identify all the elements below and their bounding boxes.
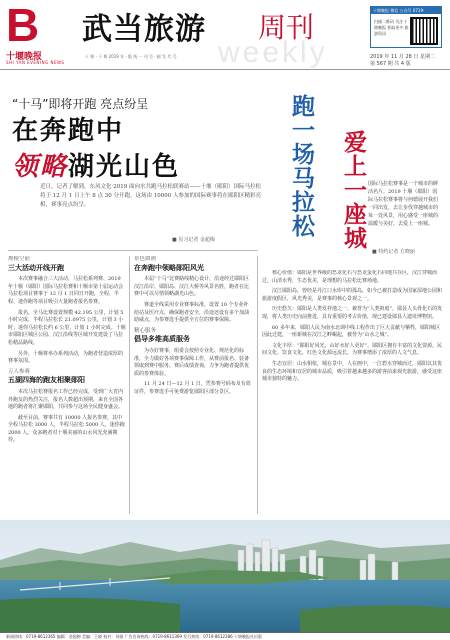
issue-date: 2019 年 11 月 28 日 星期二 (370, 54, 435, 60)
paragraph: 汉江郧阳岛，曾经是丹江口水库中的孤岛，如今已被打造成为国家湿地公园和旅游度假区，风光秀美，是赛事的核心景观之一。 (262, 288, 443, 302)
paper-name: 十堰晚报 (6, 52, 43, 62)
section-label: 规模空前 (8, 256, 31, 262)
column-divider (129, 256, 130, 514)
issue-strip: 十 堰 · 十 堰 2019 年 · 版 统 一 刊 号 · 邮 发 代 号 (85, 54, 177, 59)
section-letter: B (6, 0, 40, 51)
section-title[interactable]: 在奔跑中领略郧阳风光 (134, 263, 204, 272)
paragraph: 为办好赛事，组委会按照专业化、规范化的标准，全力做好各项赛事保障工作，从赛前报名、装备领取到赛中服务、赛后成绩查询，力争为跑者提供优质的参赛体验。 (134, 347, 250, 377)
section-title[interactable]: 三大活动开线开跑 (8, 263, 64, 272)
masthead (0, 0, 450, 70)
section-title[interactable]: 五湖四海的跑友相聚郧阳 (8, 376, 85, 385)
paragraph: 生态宜居：山水相依，城在景中，人在画中，一江碧水穿城而过，郧阳以其优良的生态环境和宜居的城市品质，吸引着越来越多的游客前来观光旅游，感受这座城市独特的魅力。 (262, 360, 443, 383)
feature-side-note: 国际马拉松赛事是一个城市的鲜活名片。2019 十堰（郧阳）国际马拉松赛事将与何德展开我们一同出发，去让步伐穿越城市的每一处风景，用心感受一座城的温暖与美好，去爱上一座城。 (368, 181, 439, 227)
lead-kicker: “十马”即将开跑 亮点纷呈 (12, 97, 149, 111)
section-label: 景色如画 (134, 256, 157, 262)
column-3 (262, 270, 444, 520)
qr-text: 扫描二维码 关注十堰晚报 获取更多 旅游资讯 (374, 19, 409, 36)
river-city-photo[interactable] (0, 520, 450, 632)
issue-number: 第 567 期 共 4 版 (370, 61, 411, 67)
page-footer: 新闻热线：0719-8612365 编辑：金超梅 美编：王晓 校对：刘娟 广告咨询热线：0719-8611369 发行热线：0719-8612386 十堰晚报社出版 (0, 632, 450, 640)
column-divider (257, 256, 258, 514)
lead-lede: 近日，记者了解到，东风文化·2019 面向水共跑马拉松联赛站——十堰（郧阳）国际马拉松将于 12 月 1 日上午 8 点 30 分开跑。这场由 10000 人参加的国际赛事将在郧阳区精彩亮相，赛事亮点纷呈。 (40, 184, 261, 208)
paragraph: 60 多年来，郧阳人民为南水北调中线工程作出了巨大贡献与牺牲，郧阳城区因此迁建，一座新城在汉江之畔崛起，被誉为“山水之城”。 (262, 324, 440, 339)
column-2 (134, 256, 252, 514)
paragraph: 报名，全马比赛设置规模 42.195 公里，计划 5 小时完成，半程马拉松长 21.0975 公里，计划 3 小时；迷你马拉松长约 6 公里，计划 1 小时完成。十堰市郧阳区城区公园、汉江沿线等区域开发建设了马拉松精品路线。 (8, 309, 126, 346)
feature-vertical-title-1[interactable]: 跑一场马拉松 (288, 94, 314, 238)
paper-name-en: SHI YAN EVENING NEWS (6, 60, 65, 65)
paragraph: 截至目前，赛事共有 10000 人报名参赛，其中全程马拉松 3000 人，半程马拉松 5000 人，迷你跑 2000 人。众多跑者对十堰美丽的山水风光充满期待。 (8, 414, 125, 444)
section-label: 精心服务 (134, 327, 157, 334)
page-title-suffix: 周刊 (258, 11, 315, 44)
paragraph: 本次马拉松赛报名工作已经完成，受到广大省内外跑友的热烈关注，报名人数超出预期，来自全国各地的跑者将汇聚郧阳，共同参与这场全民健身盛会。 (8, 388, 124, 411)
qr-panel (370, 6, 442, 48)
feature-vertical-title-2[interactable]: 爱上一座城 (340, 130, 366, 250)
column-1 (8, 256, 126, 514)
paragraph: 核心价值：郧阳是世界级的恐龙化石与恐龙蛋化石同地共存区，汉江穿城而过，山清水秀，生态优美，是理想的马拉松比赛场地。 (262, 270, 438, 284)
lead-headline-line2[interactable] (12, 146, 180, 183)
headline-highlight: 领略 (12, 152, 69, 182)
section-title[interactable]: 倡导多维高质服务 (134, 335, 190, 344)
paragraph: 另外，十堰将举办系列活动，为跑者营造浓厚的赛事氛围。 (8, 350, 124, 365)
paragraph: 赛道全线采用专业赛事标准，设置 10 个专业补给站及医疗点，确保跑者安全，沿途还设有多个加油助威点，为参赛选手提供全方位的赛事保障。 (134, 301, 250, 324)
lead-reporter: ■ 见习记者 金超梅 (172, 237, 215, 243)
page-title: 武当旅游 (82, 12, 206, 47)
weekly-watermark: weekly (218, 36, 328, 69)
feature-author: ■ 特约记者 方晓丽 (372, 249, 415, 255)
section-label: 万人参赛 (8, 368, 31, 375)
paragraph: 本次赛事融合三大活动，马拉松系列赛、2019 年十堰（郧阳）国际马拉松赛和十堰市第十届运动会马拉松项目赛事于 12 月 1 日同日开跑，全程、半程、迷你跑等项目吸引大量跑者报名参赛。 (8, 276, 124, 305)
lead-headline-line1[interactable]: 在奔跑中 (12, 116, 125, 146)
paragraph: 11 月 24 日—12 月 1 日，凭参赛号码布及有效证件，参赛选手可免费游览郧阳区部分景区。 (134, 381, 251, 395)
paragraph: 本届“十马”比赛路线精心设计，沿途经过郧阳区汉江沿岸、郧阳岛、汉江大桥等风景名胜，跑者在比赛中可以尽情领略湖光山色。 (134, 276, 250, 298)
headline-rest: 湖光山色 (68, 152, 181, 182)
qr-heading: 十堰晚报 微信 公众号 0719-8612365 (371, 7, 441, 14)
qr-code-icon[interactable] (410, 17, 438, 45)
horizontal-divider (8, 250, 258, 251)
paragraph: 历史悠久：郧阳是人类发祥地之一，被誉为“人类祖庭”，郧县人头骨化石的发现，将人类历史向前推进，具有重要的考古价值，现已建设郧县人遗址博物馆。 (262, 306, 443, 320)
paragraph: 文化丰厚：“郧阳好风光，山好水好人更好”。郧阳区拥有丰富的文化资源，民间文化、饮食文化、红色文化源远流长，为赛事增添了浓厚的人文气息。 (262, 342, 443, 357)
